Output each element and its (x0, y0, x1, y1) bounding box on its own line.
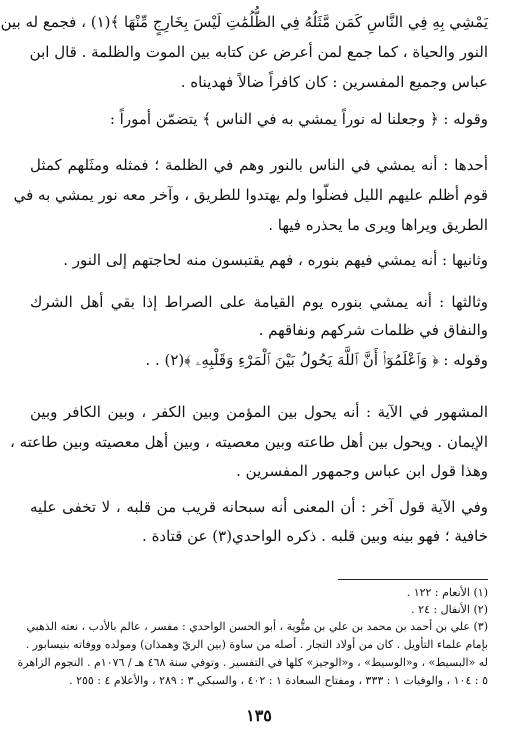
footnote-2: (٢) الأنفال : ٢٤ . (411, 603, 488, 616)
text-line-2: النور والحياة ، كما جمع لمن أعرض عن كتابه بين الموت والظلمة . قال ابن (29, 43, 488, 61)
text-line-13: الإيمان . ويحول بين أهل طاعته وبين معصيته ، وبين أهل معصيته وبين طاعته ، (10, 433, 488, 451)
text-line-10: والنفاق في ظلمات شركهم ونفاقهم . (258, 321, 488, 339)
page-number: ١٣٥ (246, 706, 272, 725)
footnote-3-line-3: له «البسيط» ، و«الوسيط» ، و«الوجيز» كلها في التفسير . وتوفي سنة ٤٦٨ هـ / ١٠٧٦م . النجوم الزاهرة (17, 656, 488, 669)
text-line-16: خافية ؛ فهو بينه وبين قلبه . ذكره الواحدي(٣) عن قتادة . (142, 527, 488, 545)
footnote-3-line-4: ٥ : ١٠٤ ، والوفيات ١ : ٣٣٣ ، ومفتاح السعادة ١ : ٤٠٢ ، والسبكي ٣ : ٢٨٩ ، والأعلام ٤ : ٢٥٥ . (69, 674, 488, 687)
text-line-9: وثالثها : أنه يمشي بنوره يوم القيامة على الصراط إذا بقي أهل الشرك (30, 293, 488, 311)
text-line-5: أحدها : أنه يمشي في الناس بالنور وهم في الظلمة ؛ فمثله ومثَلهم كمثل (30, 156, 488, 174)
footnote-3-line-2: بإمام علماء التأويل . كان من أولاد التجار . أصله من ساوة (بين الريّ وهمذان) ومولده ووفاته بنيسابور . (25, 638, 488, 651)
text-line-12: المشهور في الآية : أنه يحول بين المؤمن وبين الكفر ، وبين الكافر وبين (30, 403, 488, 421)
text-line-15: وفي الآية قول آخر : أن المعنى أنه سبحانه قريب من قلبه ، لا تخفى عليه (30, 498, 488, 516)
text-line-3: عباس وجميع المفسرين : كان كافراً ضالاً فهديناه . (180, 73, 488, 91)
text-line-6: قوم أظلم عليهم الليل فضلّوا ولم يهتدوا للطريق ، وآخر معه نور يمشي به في (13, 186, 488, 204)
footnote-3-line-1: (٣) علي بن أحمد بن محمد بن علي بن متُّوية ، أبو الحسن الواحدي : مفسر ، عالم بالأدب ، نعته الذهبي (26, 620, 488, 633)
text-line-4: وقوله : ﴿ وجعلنا له نوراً يمشي به في الناس ﴾ يتضمّن أموراً : (109, 110, 488, 128)
text-line-14: وهذا قول ابن عباس وجمهور المفسرين . (236, 462, 488, 480)
footnote-1: (١) الأنعام : ١٢٢ . (406, 586, 488, 599)
text-line-7: الطريق ويراها ويرى ما يحذره فيها . (268, 216, 488, 234)
text-line-1: يَمْشِي بِهِ فِي النَّاسِ كَمَن مَّثَلُهُ فِي الظُّلُمَٰتِ لَيْسَ بِخَارِجٍ مِّنْهَا ﴾(١) ، فجمع له بين (0, 13, 488, 31)
text-line-11: وقوله : ﴿ وَٱعْلَمُوٓا۟ أَنَّ ٱللَّهَ يَحُولُ بَيْنَ ٱلْمَرْءِ وَقَلْبِهِۦ ﴾(٢) . . (145, 351, 488, 369)
text-line-8: وثانيها : أنه يمشي فيهم بنوره ، فهم يقتبسون منه لحاجتهم إلى النور . (63, 251, 488, 269)
footnote-separator (338, 579, 488, 580)
